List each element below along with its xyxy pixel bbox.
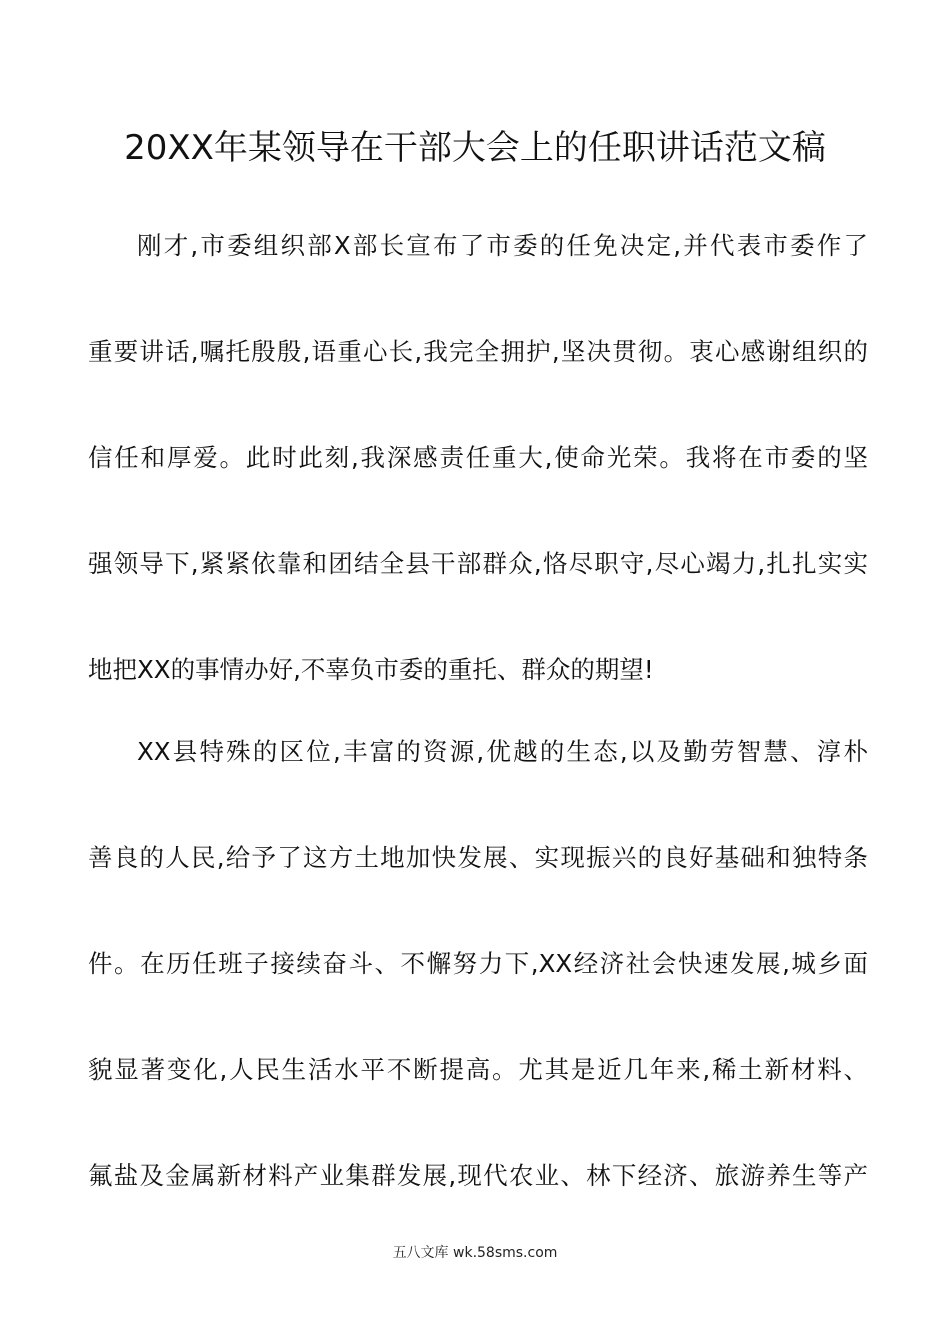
- paragraph-2-line-2: 善良的人民,给予了这方土地加快发展、实现振兴的良好基础和独特条: [88, 843, 868, 872]
- paragraph-2-line-1: XX县特殊的区位,丰富的资源,优越的生态,以及勤劳智慧、淳朴: [137, 737, 868, 766]
- paragraph-2-line-3: 件。在历任班子接续奋斗、不懈努力下,XX经济社会快速发展,城乡面: [88, 949, 868, 978]
- footer-watermark: 五八文库 wk.58sms.com: [392, 1245, 558, 1261]
- paragraph-1-line-3: 信任和厚爱。此时此刻,我深感责任重大,使命光荣。我将在市委的坚: [88, 443, 868, 472]
- paragraph-1-line-4: 强领导下,紧紧依靠和团结全县干部群众,恪尽职守,尽心竭力,扎扎实实: [88, 549, 868, 578]
- paragraph-1-line-1: 刚才,市委组织部X部长宣布了市委的任免决定,并代表市委作了: [137, 231, 868, 260]
- paragraph-2-line-5: 氟盐及金属新材料产业集群发展,现代农业、林下经济、旅游养生等产: [88, 1161, 868, 1190]
- paragraph-1-line-5: 地把XX的事情办好,不辜负市委的重托、群众的期望!: [88, 655, 654, 684]
- paragraph-2-line-4: 貌显著变化,人民生活水平不断提高。尤其是近几年来,稀土新材料、: [88, 1055, 868, 1084]
- document-title: 20XX年某领导在干部大会上的任职讲话范文稿: [124, 128, 826, 168]
- paragraph-1-line-2: 重要讲话,嘱托殷殷,语重心长,我完全拥护,坚决贯彻。衷心感谢组织的: [88, 337, 868, 366]
